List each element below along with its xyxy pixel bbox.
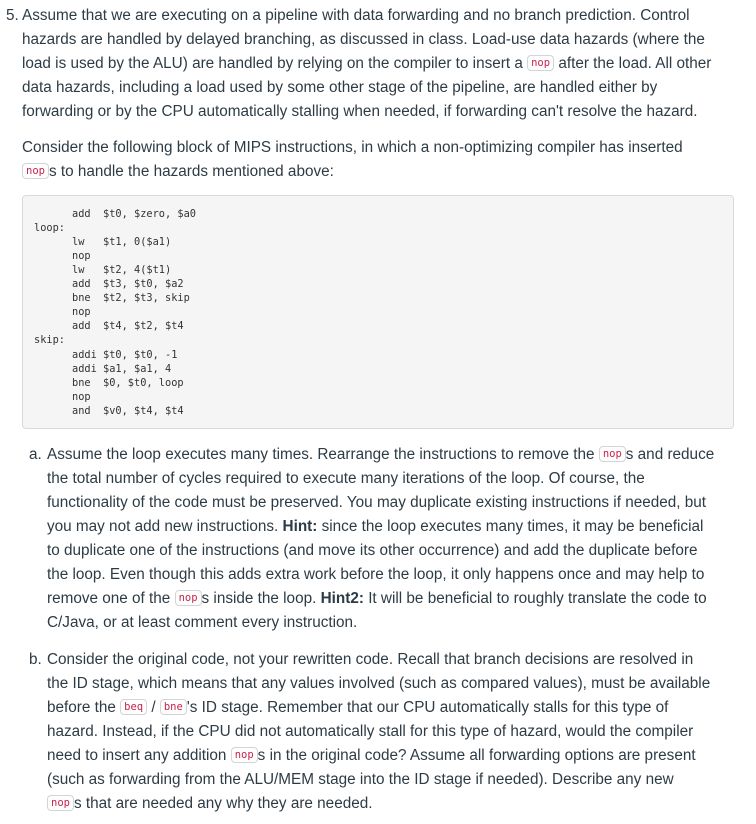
nop-code-token: nop — [599, 446, 626, 462]
question-number: 5. — [6, 7, 19, 24]
part-b-label: b. — [29, 651, 42, 668]
part-a-label: a. — [29, 446, 42, 463]
q5-line-2: hazards are handled by delayed branching, as discussed in class. Load-use data hazards (where the — [22, 31, 705, 48]
bne-code-token: bne — [160, 699, 187, 715]
part-b-line-3: before the beq / bne 's ID stage. Remember that our CPU automatically stalls for this type of — [47, 699, 669, 716]
code-line: bne $t2, $t3, skip — [72, 292, 190, 304]
part-b-line-4: hazard. Instead, if the CPU did not automatically stall for this type of hazard, would the compiler — [47, 723, 694, 740]
part-a-line-4: you may not add new instructions. Hint: since the loop executes many times, it may be beneficial — [47, 518, 704, 535]
part-a-line-5: to duplicate one of the instructions (and move its other occurrence) and add the duplicate before — [47, 542, 698, 559]
nop-code-token: nop — [22, 163, 49, 179]
part-b-line-6: (such as forwarding from the ALU/MEM stage into the ID stage if needed). Describe any new — [47, 771, 674, 788]
nop-code-token: nop — [231, 747, 258, 763]
mips-code-block — [22, 195, 734, 429]
hint2-label: Hint2: — [320, 590, 364, 607]
intro-line-1: Consider the following block of MIPS instructions, in which a non-optimizing compiler has inserted — [22, 139, 683, 156]
part-a-line-3: functionality of the code must be preserved. You may duplicate existing instructions if needed, but — [47, 494, 707, 511]
code-label-skip: skip: — [34, 334, 65, 346]
code-line: lw $t2, 4($t1) — [72, 264, 172, 276]
code-line: bne $0, $t0, loop — [72, 377, 184, 389]
beq-code-token: beq — [120, 699, 147, 715]
part-b-line-1: Consider the original code, not your rewritten code. Recall that branch decisions are resolved in — [47, 651, 694, 668]
q5-line-4: data hazards, including a load used by some other stage of the pipeline, are handled either by — [22, 79, 658, 96]
q5-line-3: load is used by the ALU) are handled by relying on the compiler to insert a nop after the load. All other — [22, 55, 712, 72]
part-a-line-6: the loop. Even though this adds extra work before the loop, it only happens once and may help to — [47, 566, 705, 583]
part-b-line-2: the ID stage, which means that any values involved (such as compared values), must be available — [47, 675, 711, 692]
q5-line-5: forwarding or by the CPU automatically stalling when needed, if forwarding can't resolve the hazard. — [22, 103, 698, 120]
code-line: nop — [72, 306, 91, 318]
nop-code-token: nop — [47, 795, 74, 811]
code-line: add $t4, $t2, $t4 — [72, 320, 184, 332]
q5-line-1: Assume that we are executing on a pipeline with data forwarding and no branch prediction. Control — [22, 7, 690, 24]
part-a-line-2: the total number of cycles required to execute many iterations of the loop. Of course, the — [47, 470, 645, 487]
code-line: lw $t1, 0($a1) — [72, 236, 172, 248]
nop-code-token: nop — [175, 590, 202, 606]
hint-label: Hint: — [282, 518, 318, 535]
part-a-line-8: C/Java, or at least comment every instruction. — [47, 614, 358, 631]
part-a-line-1: Assume the loop executes many times. Rearrange the instructions to remove the nop s and reduce — [47, 446, 715, 463]
code-line: add $t0, $zero, $a0 — [72, 208, 196, 220]
part-b-line-5: need to insert any addition nop s in the original code? Assume all forwarding options are present — [47, 747, 696, 764]
code-line: nop — [72, 250, 91, 262]
nop-code-token: nop — [527, 55, 554, 71]
code-line: nop — [72, 391, 91, 403]
code-line: addi $t0, $t0, -1 — [72, 349, 178, 361]
intro-line-2: nop s to handle the hazards mentioned above: — [22, 160, 334, 185]
code-line: add $t3, $t0, $a2 — [72, 278, 184, 290]
code-line: addi $a1, $a1, 4 — [72, 363, 172, 375]
part-b-line-7: nop s that are needed any why they are needed. — [47, 792, 372, 817]
part-a-line-7: remove one of the nop s inside the loop. Hint2: It will be beneficial to roughly translate the code to — [47, 590, 707, 607]
code-label-loop: loop: — [34, 222, 65, 234]
code-line: and $v0, $t4, $t4 — [72, 405, 184, 417]
